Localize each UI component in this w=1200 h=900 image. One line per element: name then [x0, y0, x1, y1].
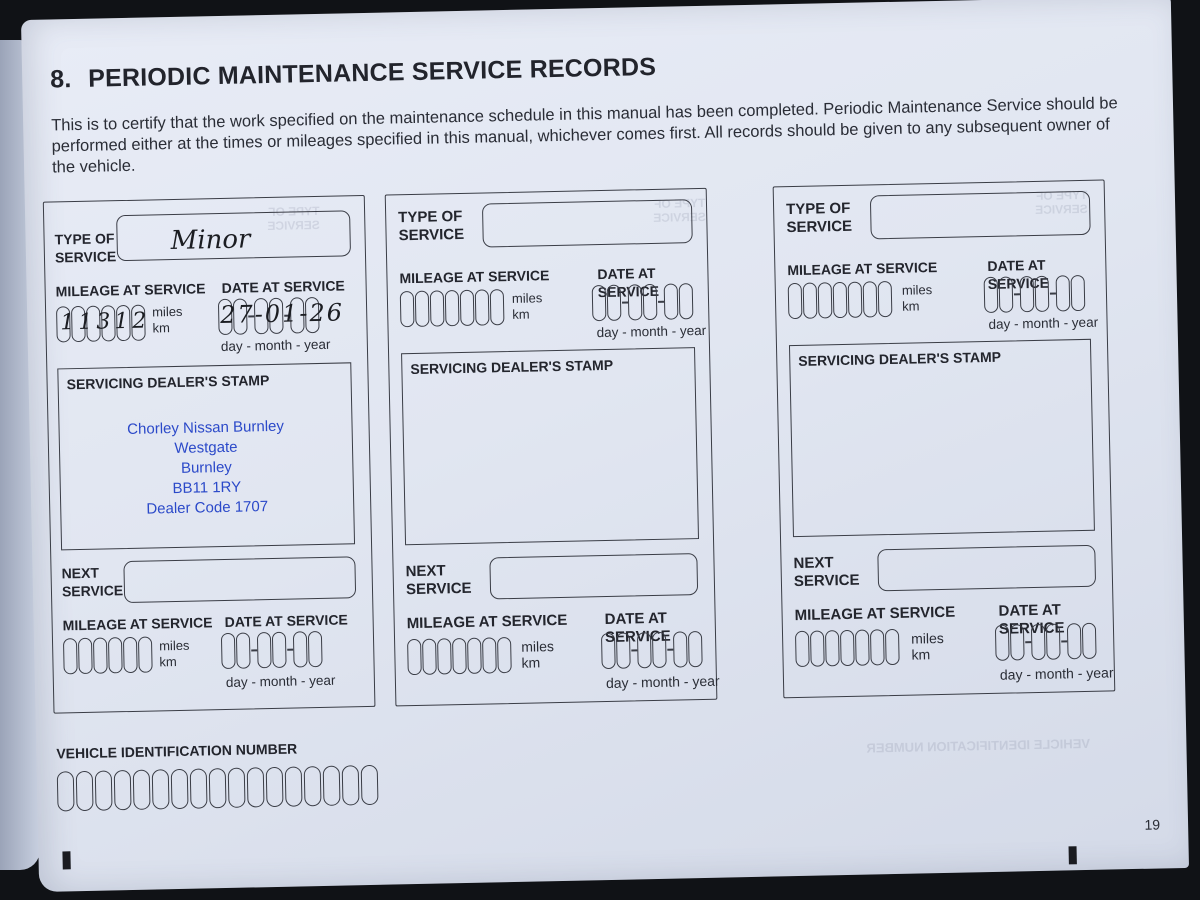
- type-of-service-label: TYPE OF SERVICE: [785, 199, 853, 237]
- dealer-stamp-box: [789, 339, 1095, 537]
- print-mark: [62, 851, 70, 869]
- next-mileage-cells[interactable]: [795, 629, 901, 667]
- mileage-cells[interactable]: [400, 289, 506, 327]
- vin-cell[interactable]: [209, 768, 227, 808]
- next-mileage-label: MILEAGE AT SERVICE: [62, 614, 213, 634]
- units-label: miles km: [158, 637, 190, 670]
- mileage-value: 11312: [60, 308, 151, 336]
- manual-page: [21, 0, 1189, 892]
- stamp-line: Burnley: [180, 458, 233, 477]
- next-date-cells[interactable]: [601, 631, 704, 669]
- units-label: miles km: [151, 303, 183, 336]
- date-value: 27-01-26: [219, 298, 345, 330]
- dealer-stamp-label: SERVICING DEALER'S STAMP: [410, 356, 614, 378]
- dealer-stamp-box: [401, 347, 699, 545]
- next-mileage-label: MILEAGE AT SERVICE: [406, 611, 568, 633]
- next-service-field[interactable]: [877, 545, 1096, 592]
- section-title: PERIODIC MAINTENANCE SERVICE RECORDS: [87, 52, 657, 93]
- units-label: miles km: [901, 282, 933, 314]
- next-service-label: NEXT SERVICE: [405, 562, 472, 599]
- date-format-hint: day - month - year: [999, 664, 1114, 683]
- vin-cell[interactable]: [247, 767, 265, 807]
- type-of-service-label: TYPE OF SERVICE: [398, 207, 465, 245]
- mileage-cells[interactable]: [788, 281, 894, 319]
- vin-cell[interactable]: [228, 768, 246, 808]
- type-of-service-value: Minor: [170, 224, 251, 257]
- show-through-text: TYPE OF SERVICE: [267, 203, 320, 234]
- next-date-label: DATE AT SERVICE: [604, 609, 671, 647]
- mileage-label: MILEAGE AT SERVICE: [787, 259, 938, 279]
- stamp-line: Dealer Code 1707: [146, 498, 269, 518]
- next-date-label: DATE AT SERVICE: [998, 601, 1065, 638]
- date-format-hint: day - month - year: [988, 314, 1099, 332]
- type-of-service-label: TYPE OF SERVICE: [54, 230, 117, 266]
- date-cells[interactable]: [984, 275, 1087, 313]
- vin-cell[interactable]: [76, 771, 94, 811]
- stamp-line: Westgate: [174, 438, 238, 458]
- vin-cell[interactable]: [304, 766, 322, 806]
- type-of-service-field[interactable]: [870, 191, 1091, 240]
- intro-paragraph: This is to certify that the work specified on the maintenance schedule in this manual has been completed. Periodic Maintenance Service should be performed either at the times or mileages specified in this manual, whichever comes first. All records should be given to any subsequent owner of the vehicle.: [51, 94, 1118, 177]
- vin-cell[interactable]: [323, 766, 341, 806]
- next-date-cells[interactable]: [995, 623, 1098, 661]
- print-mark: [1069, 846, 1077, 864]
- vin-cell[interactable]: [342, 765, 360, 805]
- section-heading: [50, 53, 656, 95]
- vin-cells[interactable]: [57, 765, 381, 812]
- show-through-text: TYPE OF SERVICE: [1035, 187, 1088, 217]
- date-format-hint: day - month - year: [605, 672, 720, 692]
- vin-cell[interactable]: [95, 770, 113, 810]
- date-label: DATE AT SERVICE: [597, 264, 660, 301]
- vin-cell[interactable]: [57, 771, 75, 811]
- next-service-label: NEXT SERVICE: [793, 554, 860, 591]
- stamp-line: Chorley Nissan Burnley: [127, 417, 285, 439]
- service-record-2: [385, 188, 718, 707]
- next-date-label: DATE AT SERVICE: [224, 611, 348, 631]
- units-label: miles km: [521, 638, 555, 671]
- stamp-line: BB11 1RY: [172, 478, 242, 498]
- date-label: DATE AT SERVICE: [987, 256, 1050, 292]
- vin-cell[interactable]: [171, 769, 189, 809]
- type-of-service-field[interactable]: [482, 199, 693, 247]
- date-cells[interactable]: [592, 283, 695, 321]
- section-number: 8.: [49, 65, 72, 94]
- next-mileage-cells[interactable]: [407, 637, 513, 675]
- next-service-label: NEXT SERVICE: [61, 564, 124, 600]
- vin-cell[interactable]: [133, 770, 151, 810]
- units-label: miles km: [511, 290, 543, 322]
- date-format-hint: day - month - year: [225, 672, 336, 690]
- service-record-1: [43, 195, 376, 714]
- vin-cell[interactable]: [152, 769, 170, 809]
- date-format-hint: day - month - year: [220, 336, 331, 355]
- service-record-3: [773, 179, 1116, 698]
- dealer-stamp-imprint: [59, 415, 353, 521]
- next-service-field[interactable]: [489, 553, 698, 599]
- page-number: 19: [1144, 816, 1161, 833]
- date-label: DATE AT SERVICE: [221, 277, 345, 296]
- dealer-stamp-box: [57, 362, 355, 550]
- next-mileage-cells[interactable]: [63, 637, 154, 675]
- vin-label: VEHICLE IDENTIFICATION NUMBER: [56, 740, 298, 762]
- dealer-stamp-label: SERVICING DEALER'S STAMP: [798, 348, 1002, 369]
- next-date-cells[interactable]: [221, 631, 324, 669]
- mileage-label: MILEAGE AT SERVICE: [399, 267, 550, 287]
- show-through-text: TYPE OF SERVICE: [653, 195, 706, 225]
- show-through-text: VEHICLE IDENTIFICATION NUMBER: [866, 735, 1091, 756]
- vin-cell[interactable]: [361, 765, 379, 805]
- mileage-label: MILEAGE AT SERVICE: [55, 280, 206, 300]
- vin-cell[interactable]: [266, 767, 284, 807]
- date-format-hint: day - month - year: [596, 322, 707, 341]
- vin-cell[interactable]: [190, 768, 208, 808]
- dealer-stamp-label: SERVICING DEALER'S STAMP: [66, 372, 270, 393]
- next-mileage-label: MILEAGE AT SERVICE: [794, 603, 956, 625]
- next-service-field[interactable]: [123, 556, 356, 603]
- units-label: miles km: [910, 629, 944, 663]
- vin-cell[interactable]: [285, 766, 303, 806]
- vin-cell[interactable]: [114, 770, 132, 810]
